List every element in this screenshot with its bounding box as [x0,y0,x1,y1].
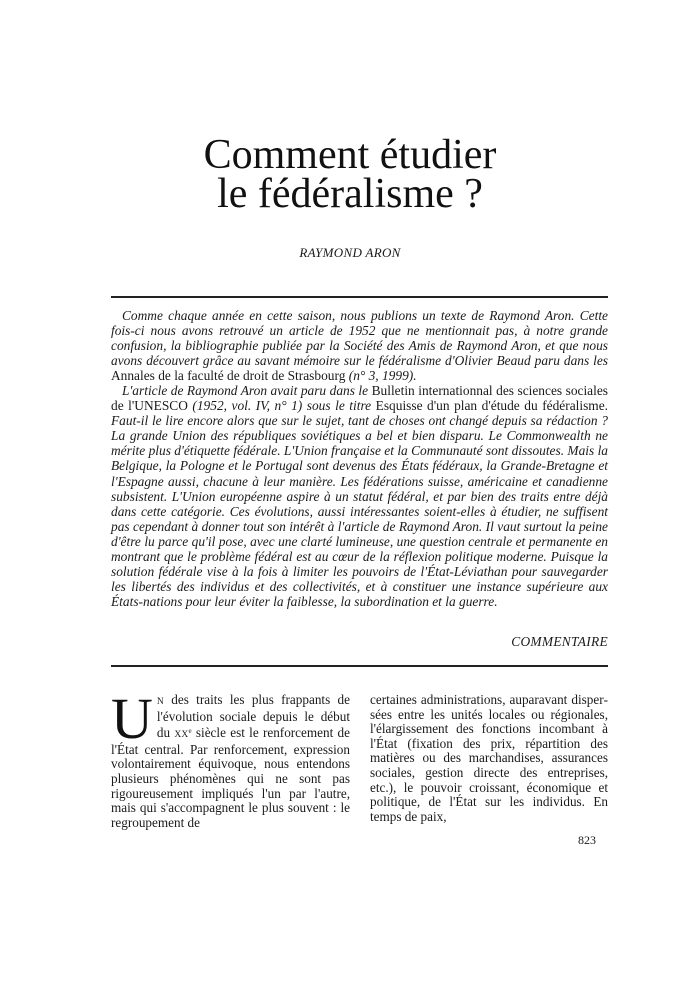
body-text: siècle est le renforcement de l'État central. Par renforcement, expression volontairement équivoque, nous entendons plusieurs phénomènes qui ne sont pas rigoureusement impliqués l'un par l'autre, mais qui s'accompagnent le plus souvent : le regroupement de [111,725,350,830]
journal-title: Bulletin internationnal des sciences sociales de l'UNESCO [111,383,608,414]
abstract-paragraph-2 [111,383,608,609]
century-numeral: XX [174,730,189,741]
abstract-text: (n° 3, 1999). [345,368,417,384]
century-superscript: e [188,727,192,736]
abstract-paragraph-1 [111,308,608,383]
page-title [0,132,700,217]
section-label: COMMENTAIRE [511,634,608,649]
body-column-right [370,693,608,824]
editorial-abstract [111,308,608,609]
small-caps-word: N [156,697,164,707]
body-paragraph [111,686,350,830]
drop-cap: U [111,686,153,751]
journal-title: Annales de la faculté de droit de Strasbourg [111,368,346,384]
abstract-text: Comme chaque année en cette saison, nous publions un texte de Raymond Aron. Cette fois-ci nous avons retrouvé un article de 1952 que ne mentionnait pas, à notre grande confusion, la bibliographie publiée par la Société des Amis de Raymond Aron, et que nous avons découvert grâce au savant mémoire sur le fédéralisme d'Olivier Beaud paru dans les [111,308,608,369]
page-number: 823 [578,833,596,847]
author-name: RAYMOND ARON [299,245,401,260]
divider-bottom [111,665,608,667]
body-paragraph: certaines administrations, auparavant dispersées entre les unités locales ou régionales, l'élargissement des fonctions incombant à l'État (fixation des prix, répartition des matières ou des marchandises, assurances sociales, gestion directe des entreprises, etc.), le pouvoir croissant, économique et politique, de l'État sur les individus. En temps de paix, [370,692,608,824]
abstract-text: Faut-il le lire encore alors que sur le sujet, tant de choses ont changé depuis sa rédaction ? La grande Union des républiques soviétiques a bel et bien disparu. Le Commonwealth ne mérite plus d'étiquette fédérale. L'Union française et la Communauté sont dissoutes. Mais la Belgique, la Pologne et le Portugal sont devenus des États fédéraux, la Grande-Bretagne et l'Espagne aussi, chacune à leur manière. Les fédérations suisse, américaine et canadienne subsistent. L'Union européenne aspire à un statut fédéral, et par bien des traits entre déjà dans cette catégorie. Ces évolutions, aussi intéressantes soient-elles à étudier, ne suffisent pas cependant à donner tout son intérêt à l'article de Raymond Aron. Il vaut surtout la peine d'être lu parce qu'il pose, avec une clarté lumineuse, une question centrale et permanente en montrant que le problème fédéral est au cœur de la réflexion politique moderne. Puisque la solution fédérale vise à la fois à limiter les pouvoirs de l'État-Léviathan pour sauvegarder les libertés des individus et des collectivités, et à constituer une instance supérieure aux États-nations pour leur éviter la faiblesse, la subordination et la guerre. [111,413,608,609]
divider-top [111,296,608,298]
abstract-text: (1952, vol. IV, n° 1) sous le titre [187,398,376,414]
body-text: des traits les plus frappants de l'évolution sociale depuis le début du [156,692,350,741]
title-line-1: Comment étudier [203,132,497,178]
body-column-left [111,686,350,830]
article-original-title: Esquisse d'un plan d'étude du fédéralisme. [375,398,608,414]
title-line-2: le fédéralisme ? [217,171,483,217]
abstract-text: L'article de Raymond Aron avait paru dans le [122,383,372,399]
